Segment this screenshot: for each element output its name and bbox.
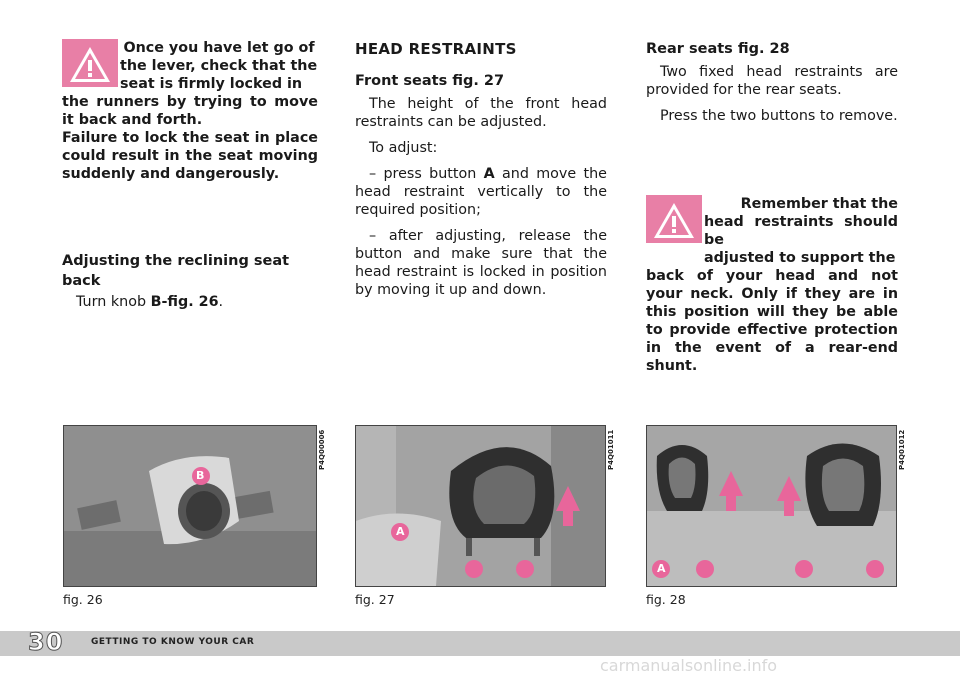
body-text: – after adjusting, release the button and make sure that the head restraint is locked in position by moving it up and down. bbox=[355, 228, 607, 298]
watermark: carmanualsonline.info bbox=[600, 656, 778, 675]
page-number: 30 bbox=[28, 628, 64, 656]
warning-line: seat is firmly locked in bbox=[120, 76, 303, 92]
warning-text: back of your head and not your neck. Only if they are in this position will they be able to provide effective protection in the event of a rear-end shunt. bbox=[646, 268, 898, 374]
body-text: Two fixed head restraints are provided for the rear seats. bbox=[646, 64, 898, 98]
warning-line: adjusted to support the bbox=[704, 250, 896, 266]
warning-icon bbox=[646, 195, 702, 243]
warning-text: the runners by trying to move it back and forth. bbox=[62, 94, 318, 128]
body-text: Press the two buttons to remove. bbox=[660, 108, 898, 124]
figure-28 bbox=[646, 425, 897, 587]
body-text: To adjust: bbox=[369, 140, 438, 156]
head-restraint-warning bbox=[646, 195, 898, 375]
body-text: The height of the front head restraints can be adjusted. bbox=[355, 96, 607, 130]
figure-code: P4Q01011 bbox=[607, 429, 615, 470]
page-title: HEAD RESTRAINTS bbox=[355, 40, 517, 58]
figure-caption: fig. 28 bbox=[646, 592, 686, 607]
section-heading: Rear seats fig. 28 bbox=[646, 41, 790, 57]
warning-icon bbox=[62, 39, 118, 87]
warning-line: Once you have let go of bbox=[123, 40, 315, 56]
figure-caption: fig. 26 bbox=[63, 592, 103, 607]
section-title: GETTING TO KNOW YOUR CAR bbox=[91, 637, 255, 647]
text: . bbox=[218, 294, 224, 310]
warning-text-2: Failure to lock the seat in place could result in the seat moving suddenly and dangerously. bbox=[62, 130, 318, 182]
section-heading: Front seats fig. 27 bbox=[355, 73, 505, 89]
figure-27 bbox=[355, 425, 606, 587]
column-left bbox=[62, 39, 318, 311]
warning-line: head restraints should be bbox=[704, 214, 898, 248]
text: and move the head restraint vertically to the required position; bbox=[355, 166, 607, 218]
text: – press button bbox=[369, 166, 484, 182]
column-middle bbox=[355, 39, 607, 299]
button-ref: A bbox=[483, 166, 495, 182]
warning-line: Remember that the bbox=[740, 196, 898, 212]
body-text bbox=[62, 293, 318, 311]
seat-lock-warning bbox=[62, 39, 318, 183]
figure-label: B bbox=[196, 469, 205, 482]
body-text bbox=[355, 165, 607, 219]
figure-label: A bbox=[396, 525, 405, 538]
recline-section bbox=[62, 251, 318, 311]
figure-26 bbox=[63, 425, 317, 587]
figure-caption: fig. 27 bbox=[355, 592, 395, 607]
text: Turn knob bbox=[76, 294, 151, 310]
figure-code: P4Q00006 bbox=[318, 429, 326, 470]
fig-ref: B-fig. 26 bbox=[150, 294, 219, 310]
figure-label: A bbox=[657, 562, 666, 575]
figure-code: P4Q01012 bbox=[898, 429, 906, 470]
section-heading: Adjusting the reclining seat back bbox=[62, 253, 290, 289]
warning-line: the lever, check that the bbox=[120, 58, 318, 74]
column-right bbox=[646, 39, 898, 375]
